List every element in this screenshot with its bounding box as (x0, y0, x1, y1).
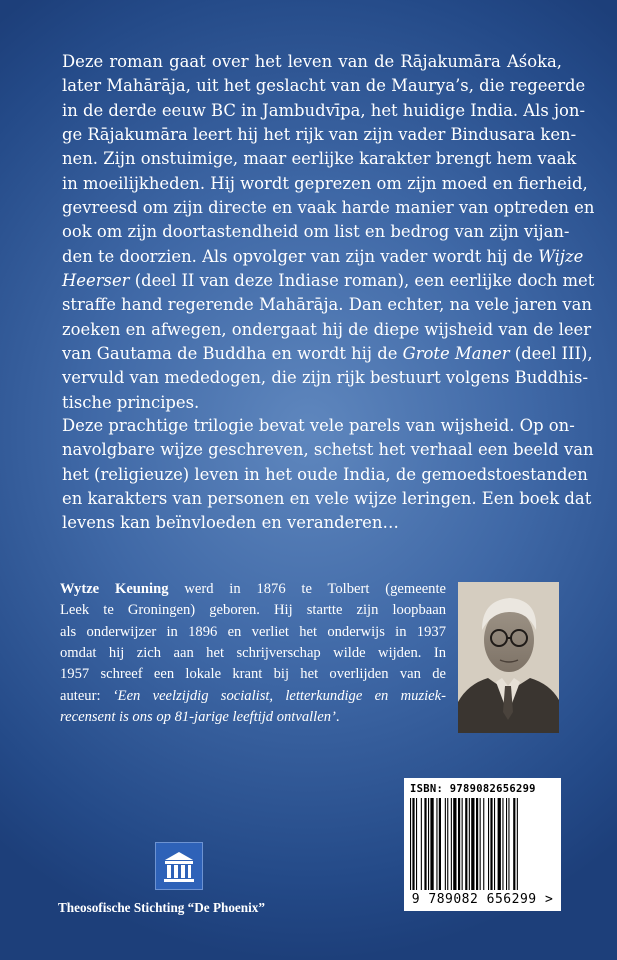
blurb-line: levens kan beïnvloeden en veranderen… (62, 513, 399, 533)
blurb-paragraph-2 (62, 414, 594, 536)
blurb-text: (deel III), (514, 344, 593, 364)
title-wise-ruler-first-word: Wijze (538, 246, 584, 266)
bio-text: werd in 1876 te Tolbert (gemeente (184, 581, 446, 597)
barcode-bars (410, 798, 555, 890)
blurb-line: later Mahārāja, uit het geslacht van de Maurya’s, die regeerde (62, 76, 586, 96)
blurb-line: het (religieuze) leven in het oude India, de gemoedstoestanden (62, 464, 588, 484)
blurb-line: in de derde eeuw BC in Jambudvīpa, het huidige India. Als jon- (62, 100, 586, 120)
blurb-line: en karakters van personen en vele wijze leringen. Een boek dat (62, 489, 592, 509)
blurb-text: (deel II van deze Indiase roman), een eerlijke doch met (134, 271, 595, 291)
blurb-line: Deze roman gaat over het leven van de Rājakumāra Aśoka, (62, 52, 562, 71)
bio-line: omdat hij zich aan het schrijverschap wilde wijden. In (60, 645, 446, 662)
bio-line (60, 707, 446, 728)
blurb-line (62, 245, 584, 269)
bio-line: als onderwijzer in 1896 en verliet het onderwijs in 1937 (60, 623, 446, 640)
bio-text: auteur: (60, 687, 101, 704)
bio-text: . (335, 709, 340, 726)
blurb-text: van Gautama de Buddha en wordt hij de (62, 344, 398, 364)
temple-icon (156, 843, 202, 889)
blurb-line: gevreesd om zijn directe en vaak harde manier van optreden en (62, 198, 595, 218)
blurb-paragraph-1 (62, 50, 595, 415)
bio-line: Leek te Groningen) geboren. Hij startte zijn loopbaan (60, 602, 446, 619)
barcode (404, 778, 561, 911)
bio-quote: recensent is ons op 81-jarige leeftijd ontvallen’ (60, 709, 336, 726)
blurb-line: navolgbare wijze geschreven, schetst het verhaal een beeld van (62, 440, 594, 460)
bio-quote: ‘Een veelzijdig socialist, letterkundige en muziek- (112, 687, 446, 704)
blurb-line: nen. Zijn onstuimige, maar eerlijke karakter brengt hem vaak (62, 149, 577, 169)
title-great-ruler: Grote Maner (402, 344, 510, 364)
publisher-name: Theosofische Stichting “De Phoenix” (58, 900, 265, 915)
author-name: Wytze Keuning (60, 581, 169, 597)
author-bio (60, 579, 446, 728)
blurb-text: den te doorzien. Als opvolger van zijn vader wordt hij de (62, 246, 533, 266)
bio-line: 1957 schreef een lokale krant bij het overlijden van de (60, 666, 446, 683)
blurb-line: vervuld van mededogen, die zijn rijk bestuurt volgens Buddhis- (62, 368, 588, 388)
title-wise-ruler: Heerser (62, 271, 130, 291)
blurb-line: in moeilijkheden. Hij wordt geprezen om zijn moed en fierheid, (62, 173, 588, 193)
barcode-digits: 9 789082 656299 > (411, 892, 554, 907)
blurb-line: tische principes. (62, 392, 200, 412)
author-portrait-image (458, 582, 559, 733)
bio-line (60, 579, 446, 600)
blurb-line: straffe hand regerende Mahārāja. Dan echter, na vele jaren van (62, 295, 592, 315)
blurb-line: Deze prachtige trilogie bevat vele parels van wijsheid. Op on- (62, 416, 575, 435)
blurb-line: ook om zijn doortastendheid om list en bedrog van zijn vijan- (62, 222, 570, 242)
bio-line (60, 686, 446, 707)
blurb-line (62, 342, 593, 366)
blurb-line (62, 269, 595, 293)
blurb-line: ge Rājakumāra leert hij het rijk van zijn vader Bindusara ken- (62, 125, 577, 145)
blurb-line: zoeken en afwegen, ondergaat hij de diepe wijsheid van de leer (62, 319, 592, 339)
author-photo (458, 582, 559, 733)
isbn-label: ISBN: 9789082656299 (410, 783, 536, 795)
publisher-logo (155, 842, 203, 890)
